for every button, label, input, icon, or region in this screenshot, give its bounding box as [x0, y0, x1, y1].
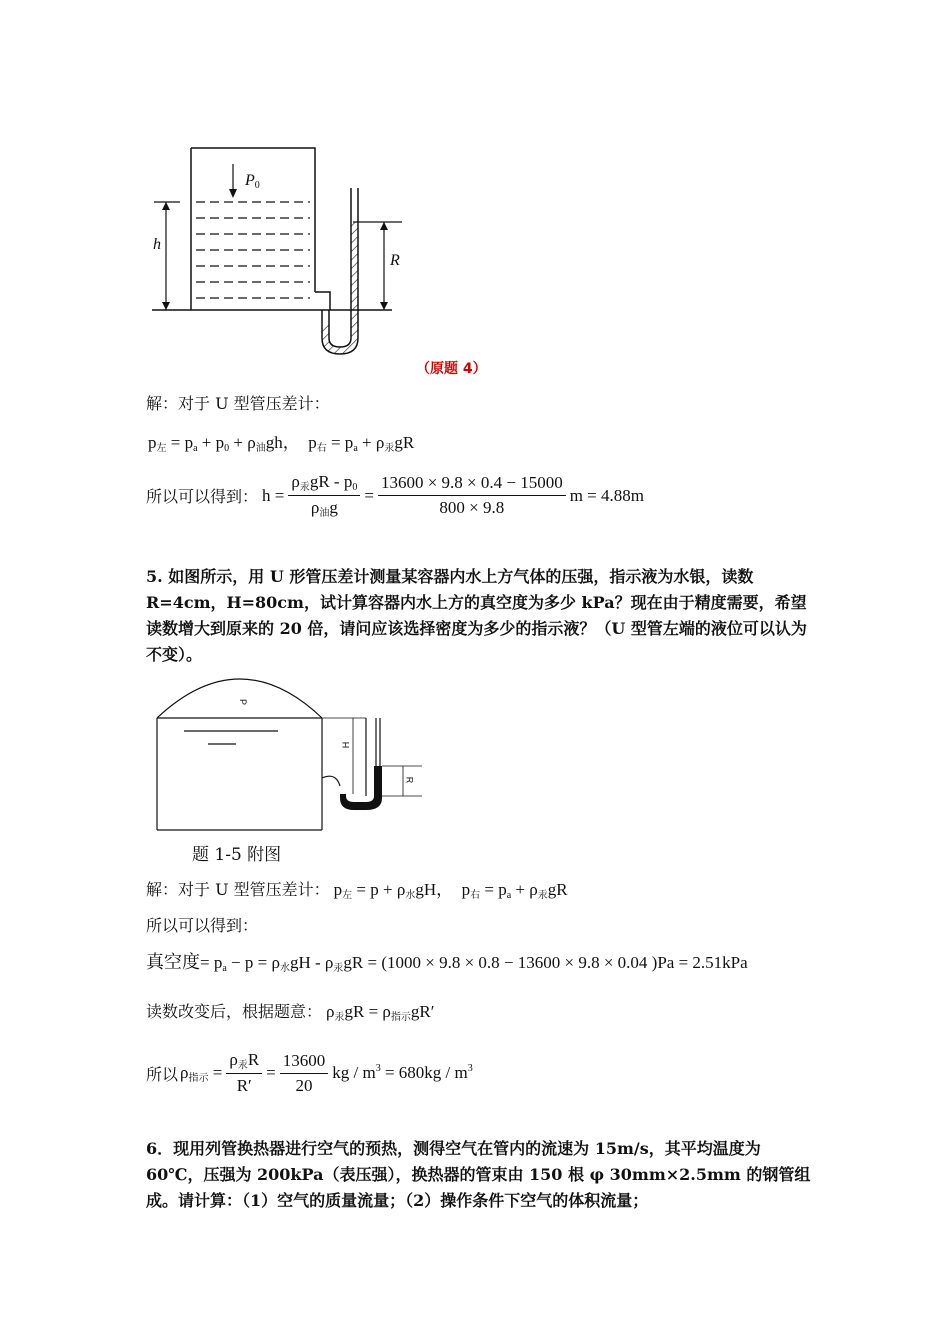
- sol4-intro: 解：对于 U 型管压差计：: [146, 394, 330, 413]
- sol5-result-intro: 所以可以得到：: [146, 916, 259, 935]
- label-r: R: [390, 252, 400, 269]
- label-p0: $P_0$: [245, 172, 260, 191]
- sol5-equations: 解：对于 U 型管压差计： $p_左 = p + \rho_水gH$， $p_右 = p_a + \rho_汞gR$: [146, 880, 568, 901]
- question-6: 6．现用列管换热器进行空气的预热，测得空气在管内的流速为 15m/s，其平均温度为 60℃，压强为 200kPa（表压强），换热器的管束由 150 根 φ 30mm×2.5mm 的钢管组成。请计算：（1）空气的质量流量；（2）操作条件下空气的体积流量；: [146, 1139, 811, 1210]
- tank-outline: [191, 148, 315, 292]
- figure2-caption: 题 1-5 附图: [192, 845, 282, 865]
- question-5: 5. 如图所示，用 U 形管压差计测量某容器内水上方气体的压强，指示液为水银，读数 R=4cm，H=80cm，试计算容器内水上方的真空度为多少 kPa？现在由于精度需要，希望读数增大到原来的 20 倍，请问应该选择密度为多少的指示液？（U 型管左端的液位可以认为不变）。: [146, 567, 807, 664]
- tank-liquid: [196, 202, 310, 298]
- figure-original-problem-4: [140, 140, 420, 360]
- figure-problem-1-5: [150, 668, 440, 838]
- u-tube-mercury: [340, 766, 382, 810]
- figure1-caption: （原题 4）: [416, 361, 487, 377]
- mercury-fill: [322, 222, 358, 354]
- fig2-label-r: R: [404, 776, 415, 784]
- fig2-label-h: H: [340, 741, 351, 749]
- sol4-equations: $p_左 = p_a + p_0 + \rho_油gh$， $p_右 = p_a + \rho_汞gR$: [148, 433, 415, 454]
- sol5-final: 所以 $\rho_{指示}$ = $\frac{\rho_汞R}{R'}$ = $\frac{13600}{20}$ kg / $m^3 = 680kg / m^3$: [146, 1050, 473, 1095]
- label-h: h: [153, 236, 161, 253]
- sol5-change: 读数改变后，根据题意： $\rho_汞gR = \rho_{指示}gR'$: [146, 1002, 435, 1023]
- sol5-vacuum: 真空度 = $p_a - p = \rho_水gH - \rho_汞gR = (1000 \times 9.8 \times 0.8 - 13600 \times 9.8 \times 0.04$ )Pa = 2.51kPa: [146, 952, 748, 974]
- sol4-result: 所以可以得到： h = $\frac{\rho_汞gR - p_0}{\rho_油g}$ = $\frac{13600 \times 9.8 \times 0.4 - 15000}{800 \times 9.8}$ m = 4.88m: [146, 472, 644, 519]
- fig2-label-p: P: [238, 698, 249, 706]
